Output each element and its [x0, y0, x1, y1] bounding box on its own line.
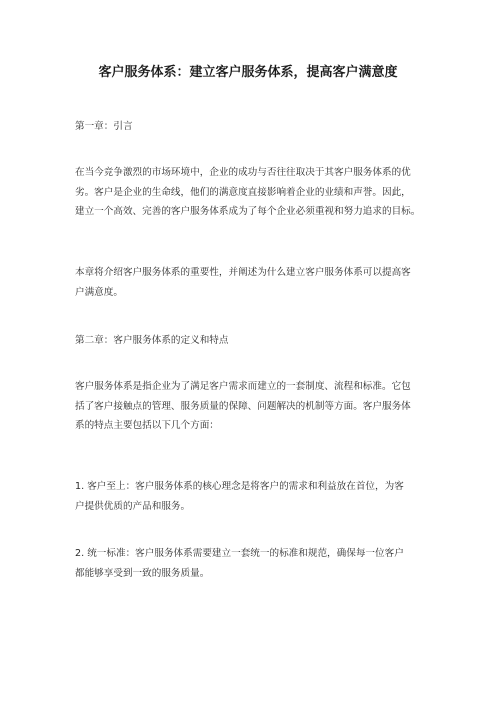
- document-title: 客户服务体系：建立客户服务体系，提高客户满意度: [98, 65, 398, 80]
- text-line: 1. 客户至上：客户服务体系的核心理念是将客户的需求和利益放在首位，为客: [75, 481, 404, 492]
- text-line: 建立一个高效、完善的客户服务体系成为了每个企业必须重视和努力追求的目标。: [75, 206, 421, 217]
- text-line: 第一章：引言: [75, 121, 133, 132]
- text-line: 客户服务体系是指企业为了满足客户需求而建立的一套制度、流程和标准。它包: [75, 381, 411, 392]
- text-line: 括了客户接触点的管理、服务质量的保障、问题解决的机制等方面。客户服务体: [75, 400, 411, 412]
- chapter-2-paragraph-1: [75, 377, 437, 436]
- chapter-1-paragraph-2: [75, 263, 437, 302]
- text-line: 第二章：客户服务体系的定义和特点: [75, 335, 229, 346]
- text-line: 劣。客户是企业的生命线，他们的满意度直接影响着企业的业绩和声誉。因此，: [75, 186, 411, 198]
- chapter-1-heading: [75, 117, 437, 137]
- text-line: 系的特点主要包括以下几个方面：: [75, 420, 219, 431]
- text-line: 在当今竞争激烈的市场环境中，企业的成功与否往往取决于其客户服务体系的优: [75, 167, 411, 178]
- text-line: 2. 统一标准：客户服务体系需要建立一套统一的标准和规范，确保每一位客户: [75, 548, 404, 559]
- chapter-1-paragraph-1: [75, 163, 437, 222]
- text-line: 本章将介绍客户服务体系的重要性，并阐述为什么建立客户服务体系可以提高客: [75, 267, 411, 278]
- text-line: 户满意度。: [75, 286, 123, 298]
- text-line: 户提供优质的产品和服务。: [75, 500, 191, 512]
- chapter-2-list-item-2: [75, 544, 437, 583]
- chapter-2-list-item-1: [75, 477, 437, 516]
- text-line: 都能够享受到一致的服务质量。: [75, 567, 210, 579]
- chapter-2-heading: [75, 331, 437, 351]
